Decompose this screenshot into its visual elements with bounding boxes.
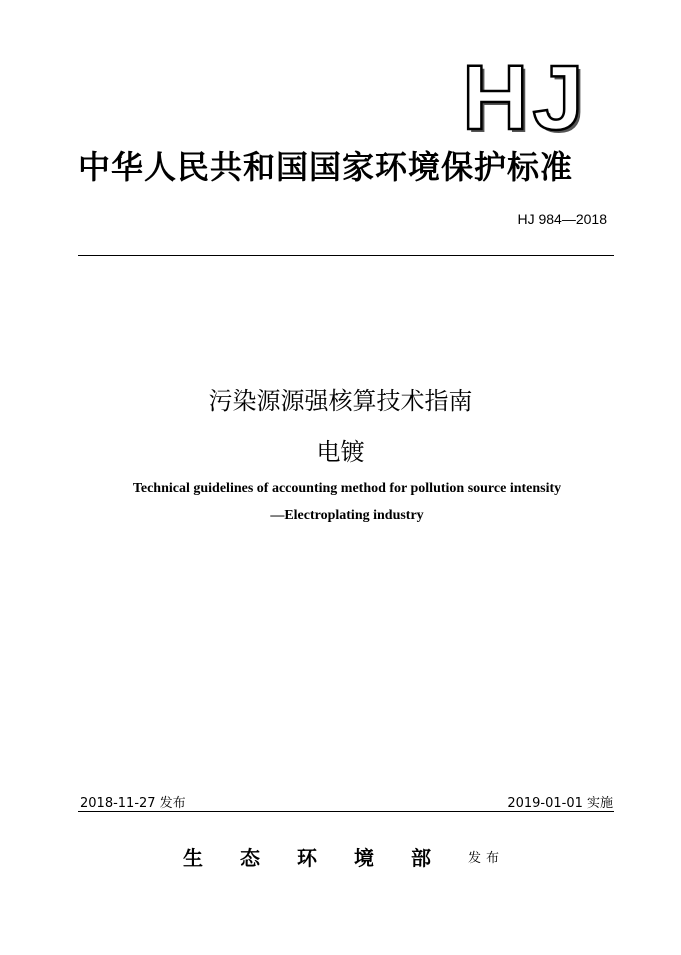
bottom-divider (78, 811, 614, 812)
standard-code: HJ 984—2018 (517, 211, 607, 227)
standard-series-title: 中华人民共和国国家环境保护标准 (78, 148, 574, 186)
issue-date: 2018-11-27 发布 (80, 796, 186, 811)
implementation-date: 2019-01-01 实施 (507, 796, 613, 811)
document-title-cn: 污染源源强核算技术指南 (208, 387, 473, 415)
hj-logo: HJ (462, 47, 588, 149)
document-subtitle-en: —Electroplating industry (270, 508, 424, 523)
document-subtitle-cn: 电镀 (316, 438, 365, 466)
issuer-name: 生态环境部 (183, 846, 468, 870)
top-divider (78, 255, 614, 256)
issuer-suffix: 发布 (468, 851, 505, 866)
document-title-en: Technical guidelines of accounting method for pollution source intensity (132, 481, 562, 496)
